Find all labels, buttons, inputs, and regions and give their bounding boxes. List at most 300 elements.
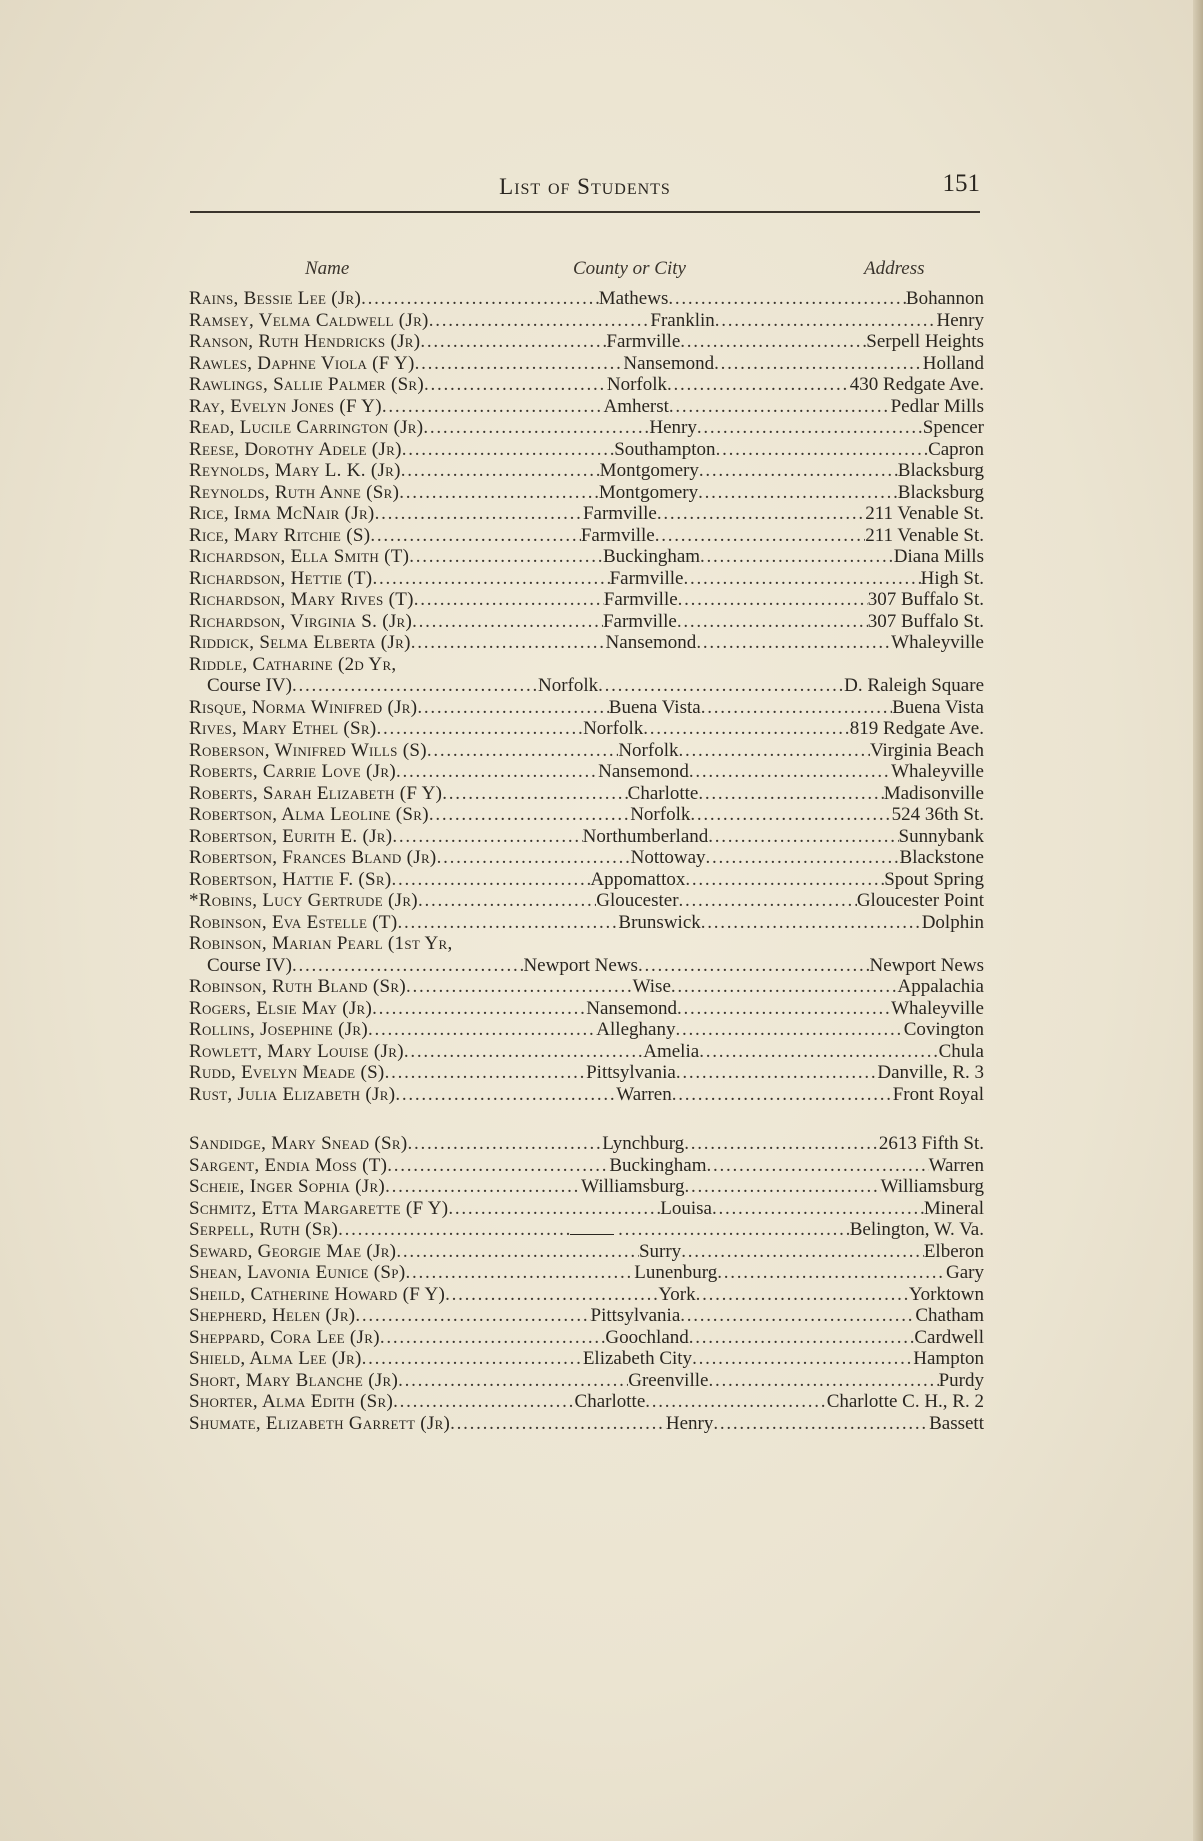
dot-leader: [598, 675, 844, 697]
student-address: D. Raleigh Square: [844, 675, 984, 696]
dot-leader: [392, 869, 591, 891]
student-address: 307 Buffalo St.: [867, 610, 984, 632]
student-address: Bassett: [929, 1412, 984, 1434]
dot-leader: [676, 1062, 878, 1084]
dot-leader: [355, 1305, 590, 1327]
dot-leader: [393, 1391, 574, 1413]
entry-line: [189, 1391, 984, 1413]
student-name: Rawlings, Sallie Palmer (Sr): [189, 374, 425, 395]
entry-line: [189, 1176, 984, 1198]
student-county: Franklin: [650, 309, 715, 331]
student-county: Henry: [665, 1412, 714, 1434]
student-name: Rice, Irma McNair (Jr): [189, 503, 375, 524]
dot-leader: [680, 331, 866, 353]
dot-leader: [680, 1305, 915, 1327]
student-county: Farmville: [606, 331, 681, 352]
student-county: Wise: [632, 976, 671, 997]
student-address: Whaleyville: [891, 761, 984, 782]
student-entry: [189, 1176, 984, 1198]
student-county: Surry: [638, 1240, 682, 1262]
entry-line: [189, 1284, 984, 1306]
section-r: [189, 288, 984, 1105]
entry-line: [189, 847, 984, 869]
dot-leader: [429, 310, 651, 332]
student-county: Lynchburg: [602, 1133, 685, 1154]
student-entry: [189, 1084, 984, 1106]
student-entry: [189, 1062, 984, 1084]
dot-leader: [338, 1219, 570, 1241]
student-county: Farmville: [609, 567, 684, 589]
dot-leader: [397, 912, 618, 934]
page-edge: [1193, 0, 1203, 1841]
student-county: Elizabeth City: [582, 1348, 693, 1369]
dot-leader: [708, 826, 898, 848]
dot-leader: [717, 1262, 946, 1284]
entry-line: [189, 525, 984, 547]
student-county: Greenville: [628, 1369, 709, 1391]
dot-leader: [370, 525, 581, 547]
entry-line: [189, 1155, 984, 1177]
student-address: Buena Vista: [892, 696, 984, 718]
student-name: Schmitz, Etta Margarette (F Y): [189, 1197, 449, 1219]
dot-leader: [677, 611, 868, 633]
dot-leader: [672, 1084, 893, 1106]
dot-leader: [405, 1262, 634, 1284]
student-address: 2613 Fifth St.: [878, 1133, 984, 1154]
student-entry: [189, 1241, 984, 1263]
student-county: Mathews: [598, 288, 669, 309]
student-address: Danville, R. 3: [877, 1062, 984, 1083]
student-address: Whaleyville: [891, 632, 984, 653]
entry-line: [189, 1133, 984, 1155]
student-county: Buckingham: [609, 1154, 707, 1176]
dot-leader: [708, 1370, 938, 1392]
student-name: Roberson, Winifred Wills (S): [189, 739, 427, 761]
dot-leader: [701, 912, 922, 934]
student-name: Short, Mary Blanche (Jr): [189, 1369, 399, 1391]
student-entry: [189, 1391, 984, 1413]
student-county: Buckingham: [602, 546, 701, 567]
student-address: Serpell Heights: [866, 331, 984, 352]
dot-leader: [427, 740, 618, 762]
entry-line: [189, 1084, 984, 1106]
entry-line: [189, 955, 984, 977]
student-county: Farmville: [603, 589, 678, 610]
student-address: Pedlar Mills: [890, 395, 984, 417]
student-name: Seward, Georgie Mae (Jr): [189, 1240, 397, 1262]
student-entry: [189, 998, 984, 1020]
dot-leader: [698, 482, 898, 504]
student-name: *Robins, Lucy Gertrude (Jr): [189, 890, 418, 911]
student-name: Sheild, Catherine Howard (F Y): [189, 1283, 446, 1305]
dot-leader: [292, 955, 524, 977]
student-address: Henry: [936, 309, 984, 331]
student-county: Warren: [616, 1083, 672, 1105]
student-name: Rust, Julia Elizabeth (Jr): [189, 1083, 396, 1105]
student-address: Blackstone: [899, 847, 984, 868]
dot-leader: [401, 460, 600, 482]
student-name: Sandidge, Mary Snead (Sr): [189, 1133, 408, 1154]
student-county: Williamsburg: [581, 1176, 685, 1197]
dot-leader: [385, 1062, 587, 1084]
dot-leader: [696, 1284, 909, 1306]
student-name: Riddle, Catharine (2d Yr,: [189, 653, 397, 675]
student-county: Amelia: [643, 1040, 700, 1062]
dot-leader: [372, 998, 586, 1020]
student-address: Appalachia: [897, 976, 984, 997]
student-county: Newport News: [523, 954, 638, 976]
student-entry: [189, 869, 984, 891]
student-name: Reynolds, Mary L. K. (Jr): [189, 460, 401, 481]
dot-leader: [380, 1327, 606, 1349]
student-county: Nansemond: [586, 997, 678, 1019]
student-address: Charlotte C. H., R. 2: [826, 1391, 984, 1412]
student-county: Nansemond: [605, 632, 697, 653]
student-address: Gary: [946, 1262, 984, 1283]
entry-line: [189, 546, 984, 568]
student-address: Dolphin: [921, 911, 984, 933]
student-entry: [189, 1041, 984, 1063]
dot-leader: [406, 976, 633, 998]
entry-line: [189, 697, 984, 719]
student-county: Norfolk: [606, 374, 667, 395]
student-entry: [189, 826, 984, 848]
student-name: Roberts, Carrie Love (Jr): [189, 761, 396, 782]
student-name: Riddick, Selma Elberta (Jr): [189, 632, 411, 653]
student-address: Bohannon: [905, 288, 984, 309]
entry-line: [189, 654, 984, 676]
student-entry: [189, 912, 984, 934]
entry-line: [189, 1241, 984, 1263]
section-s: [189, 1133, 984, 1434]
dot-leader: [396, 761, 598, 783]
dot-leader: [689, 1327, 915, 1349]
dot-leader: [424, 374, 607, 396]
student-name: Robertson, Frances Bland (Jr): [189, 847, 437, 868]
student-entry: [189, 288, 984, 310]
entry-line: [189, 890, 984, 912]
student-name: Robertson, Eurith E. (Jr): [189, 825, 393, 847]
dot-leader: [638, 955, 870, 977]
dot-leader: [409, 546, 603, 568]
student-entry: [189, 761, 984, 783]
dot-leader: [706, 847, 900, 869]
entry-line: [189, 1305, 984, 1327]
header-rule: [190, 211, 980, 213]
student-entry: [189, 1219, 984, 1241]
student-entry: [189, 568, 984, 590]
dot-leader: [689, 761, 891, 783]
student-county: Louisa: [660, 1197, 712, 1219]
student-name: Rice, Mary Ritchie (S): [189, 524, 371, 546]
student-name: Rogers, Elsie May (Jr): [189, 997, 373, 1019]
student-name: Rawles, Daphne Viola (F Y): [189, 352, 415, 374]
entry-line: [189, 783, 984, 805]
dot-leader: [420, 331, 606, 353]
column-header-county: County or City: [573, 258, 686, 279]
student-name: Robinson, Ruth Bland (Sr): [189, 976, 407, 997]
entry-line: [189, 1327, 984, 1349]
dot-leader: [396, 1241, 639, 1263]
student-entry: [189, 847, 984, 869]
student-address: Blacksburg: [897, 481, 984, 503]
entry-line: [189, 439, 984, 461]
dot-leader: [437, 847, 631, 869]
student-entry: [189, 1284, 984, 1306]
student-name: Shield, Alma Lee (Jr): [189, 1348, 362, 1369]
student-address: Chatham: [915, 1305, 984, 1326]
student-name: Serpell, Ruth (Sr): [189, 1219, 339, 1240]
dot-leader: [712, 1198, 924, 1220]
entry-line: [189, 611, 984, 633]
page-title: List of Students: [499, 174, 671, 199]
dot-leader: [684, 1133, 879, 1155]
dot-leader: [681, 1241, 924, 1263]
student-address: Covington: [903, 1019, 984, 1040]
dot-leader: [716, 439, 929, 461]
student-address: Gloucester Point: [856, 890, 984, 911]
dot-leader: [423, 417, 649, 439]
dot-leader: [417, 697, 608, 719]
student-entry: [189, 1198, 984, 1220]
student-name: Ramsey, Velma Caldwell (Jr): [189, 309, 429, 331]
student-entry: [189, 482, 984, 504]
student-name: Rowlett, Mary Louise (Jr): [189, 1040, 404, 1062]
student-entry: [189, 1348, 984, 1370]
student-address: Spout Spring: [884, 868, 984, 890]
dot-leader: [706, 1155, 928, 1177]
entry-line: [189, 503, 984, 525]
student-name: Rains, Bessie Lee (Jr): [189, 288, 362, 309]
student-address: 211 Venable St.: [865, 503, 984, 524]
student-entry: [189, 718, 984, 740]
dot-leader: [385, 1176, 581, 1198]
student-name: Robinson, Eva Estelle (T): [189, 911, 398, 933]
dot-leader: [690, 804, 891, 826]
student-county: Nansemond: [598, 761, 689, 782]
dot-leader: [418, 890, 596, 912]
dot-leader: [399, 482, 599, 504]
student-county: Alleghany: [596, 1019, 676, 1040]
student-entry: [189, 417, 984, 439]
student-county: Nottoway: [630, 847, 706, 868]
student-name: Sargent, Endia Moss (T): [189, 1154, 388, 1176]
student-address: 307 Buffalo St.: [867, 589, 984, 610]
dot-leader: [677, 998, 891, 1020]
student-county: Nansemond: [623, 352, 715, 374]
student-county: Gloucester: [596, 890, 679, 911]
dot-leader: [678, 740, 869, 762]
student-entry: [189, 331, 984, 353]
dot-leader: [700, 546, 894, 568]
section-gap: [189, 1105, 984, 1133]
student-entry: [189, 374, 984, 396]
entry-line: [189, 933, 984, 955]
entry-line: [189, 331, 984, 353]
entry-line: [189, 353, 984, 375]
student-county: Pittsylvania: [590, 1305, 681, 1326]
student-entry: [189, 890, 984, 912]
dot-leader: [668, 288, 906, 310]
entry-line: [189, 374, 984, 396]
dot-leader: [415, 353, 624, 375]
student-address: Mineral: [923, 1197, 984, 1219]
entry-line: [189, 1198, 984, 1220]
entry-line: [189, 310, 984, 332]
student-entry: [189, 933, 984, 976]
dot-leader: [692, 1348, 913, 1370]
student-address: Warren: [928, 1154, 984, 1176]
dot-leader: [715, 310, 937, 332]
student-county: Farmville: [580, 524, 655, 546]
dot-leader: [448, 1198, 660, 1220]
student-address: Yorktown: [908, 1283, 984, 1305]
student-entry: [189, 740, 984, 762]
student-entry: [189, 310, 984, 332]
student-entry: [189, 697, 984, 719]
dot-leader: [699, 1041, 938, 1063]
student-county: Lunenburg: [634, 1262, 718, 1283]
student-entry: [189, 1262, 984, 1284]
student-address: Williamsburg: [880, 1176, 984, 1197]
entry-line: [189, 589, 984, 611]
dot-leader: [699, 460, 898, 482]
student-name: Shepherd, Helen (Jr): [189, 1305, 356, 1326]
dot-leader: [361, 288, 599, 310]
student-county: Northumberland: [582, 825, 709, 847]
student-entry: [189, 525, 984, 547]
student-county: Montgomery: [599, 460, 699, 481]
student-county: Farmville: [582, 503, 657, 524]
entry-line: [189, 1041, 984, 1063]
student-address: 524 36th St.: [891, 804, 984, 825]
dot-leader: [368, 1019, 596, 1041]
entry-line: [189, 998, 984, 1020]
dot-leader: [404, 1041, 643, 1063]
student-entry: [189, 1413, 984, 1435]
student-entry: [189, 1133, 984, 1155]
entry-line: [189, 1262, 984, 1284]
student-entry: [189, 654, 984, 697]
dot-leader: [683, 568, 920, 590]
student-address: Whaleyville: [891, 997, 984, 1019]
county-blank-rule: [570, 1234, 614, 1235]
student-name: Sheppard, Cora Lee (Jr): [189, 1326, 380, 1348]
student-name: Rives, Mary Ethel (Sr): [189, 718, 377, 739]
student-address: Capron: [928, 438, 984, 460]
student-name: Ray, Evelyn Jones (F Y): [189, 395, 382, 417]
entry-line: [189, 396, 984, 418]
student-entry: [189, 783, 984, 805]
student-county: Charlotte: [574, 1391, 646, 1412]
dot-leader: [398, 1370, 628, 1392]
student-name: Ranson, Ruth Hendricks (Jr): [189, 331, 421, 352]
dot-leader: [675, 1019, 903, 1041]
student-entry: [189, 632, 984, 654]
dot-leader: [445, 1284, 658, 1306]
entry-line: [189, 804, 984, 826]
dot-leader: [387, 1155, 609, 1177]
student-name: Rudd, Evelyn Meade (S): [189, 1062, 385, 1083]
student-address: Holland: [922, 352, 984, 374]
dot-leader: [696, 632, 891, 654]
dot-leader: [685, 869, 884, 891]
student-entry: [189, 353, 984, 375]
student-name: Richardson, Hettie (T): [189, 567, 373, 589]
dot-leader: [669, 396, 891, 418]
entry-line: [189, 460, 984, 482]
dot-leader: [429, 804, 630, 826]
student-county: Goochland: [605, 1326, 689, 1348]
student-address: High St.: [920, 567, 984, 589]
dot-leader: [667, 374, 850, 396]
student-county: Farmville: [602, 610, 677, 632]
entry-line: [189, 1019, 984, 1041]
student-name: Roberts, Sarah Elizabeth (F Y): [189, 782, 443, 804]
student-name-continued: Course IV): [207, 675, 292, 696]
student-name: Read, Lucile Carrington (Jr): [189, 417, 424, 438]
student-name: Scheie, Inger Sophia (Jr): [189, 1176, 386, 1197]
entry-line: [189, 482, 984, 504]
student-address: Hampton: [913, 1348, 984, 1369]
student-county: Charlotte: [627, 782, 699, 804]
student-address: Diana Mills: [893, 546, 984, 567]
dot-leader: [375, 503, 583, 525]
entry-line: [189, 826, 984, 848]
student-name: Richardson, Mary Rives (T): [189, 589, 414, 610]
student-entry: [189, 546, 984, 568]
entry-line: [189, 288, 984, 310]
entry-line: [189, 1219, 984, 1241]
student-name: Richardson, Virginia S. (Jr): [189, 610, 413, 632]
student-county: York: [658, 1283, 696, 1305]
student-entry: [189, 804, 984, 826]
dot-leader: [372, 568, 609, 590]
student-address: Spencer: [922, 417, 984, 438]
dot-leader: [442, 783, 627, 805]
student-entry: [189, 1305, 984, 1327]
student-name: Richardson, Ella Smith (T): [189, 546, 410, 567]
dot-leader: [713, 1413, 929, 1435]
student-county: Appomattox: [590, 868, 686, 890]
student-name: Shorter, Alma Edith (Sr): [189, 1391, 394, 1412]
entry-line: [189, 976, 984, 998]
student-name: Shean, Lavonia Eunice (Sp): [189, 1262, 406, 1283]
dot-leader: [657, 503, 865, 525]
student-entry: [189, 396, 984, 418]
student-address: 430 Redgate Ave.: [849, 374, 984, 395]
dot-leader: [395, 1084, 616, 1106]
student-name-continued: Course IV): [207, 954, 292, 976]
student-address: Virginia Beach: [869, 739, 984, 761]
student-address: Cardwell: [914, 1326, 984, 1348]
student-entry: [189, 1327, 984, 1349]
dot-leader: [697, 417, 923, 439]
dot-leader: [362, 1348, 583, 1370]
entry-line: [189, 718, 984, 740]
entry-line: [189, 632, 984, 654]
student-entry: [189, 460, 984, 482]
dot-leader: [412, 611, 603, 633]
dot-leader: [698, 783, 883, 805]
student-name: Reese, Dorothy Adele (Jr): [189, 438, 402, 460]
dot-leader: [402, 439, 615, 461]
student-county: Southampton: [614, 438, 716, 460]
student-name: Rollins, Josephine (Jr): [189, 1019, 368, 1040]
entry-line: [189, 568, 984, 590]
dot-leader: [685, 1176, 881, 1198]
student-entry: [189, 589, 984, 611]
